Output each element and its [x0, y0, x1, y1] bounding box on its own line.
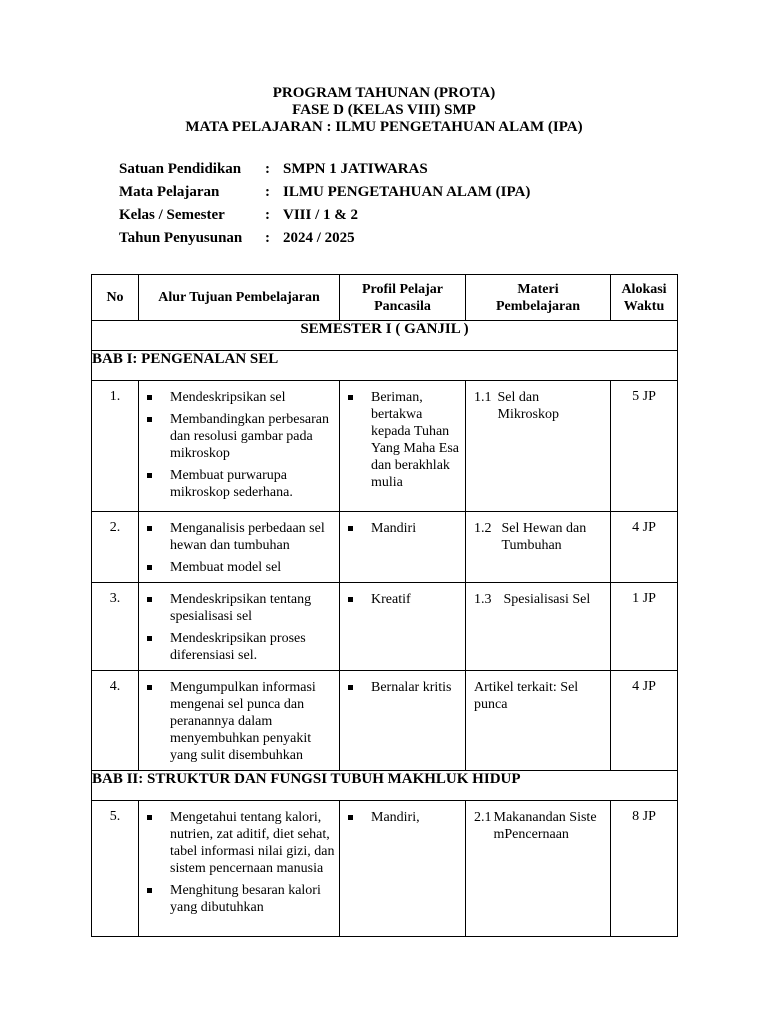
header-profil-text: Profil Pelajar Pancasila [362, 281, 443, 314]
row-no: 5. [92, 801, 139, 937]
row-alokasi: 4 JP [611, 671, 678, 771]
row-alokasi: 5 JP [611, 381, 678, 512]
row-materi [466, 801, 611, 937]
row-materi [466, 671, 611, 771]
info-row-satuan [119, 158, 530, 181]
chapter-row [92, 771, 678, 801]
profil-item: Kreatif [346, 591, 461, 608]
info-value: VIII / 1 & 2 [283, 207, 359, 223]
row-no: 1. [92, 381, 139, 512]
chapter-label: BAB II: STRUKTUR DAN FUNGSI TUBUH MAKHLUK HIDUP [92, 771, 678, 801]
atp-item: Menghitung besaran kalori yang dibutuhkan [145, 882, 335, 916]
profil-item: Mandiri, [346, 809, 461, 826]
info-row-mapel [119, 181, 530, 204]
title-mapel: MATA PELAJARAN : ILMU PENGETAHUAN ALAM (IPA) [185, 119, 583, 135]
row-profil [340, 381, 466, 512]
row-alokasi: 8 JP [611, 801, 678, 937]
identity-info [119, 158, 530, 250]
atp-item: Mendeskripsikan tentang spesialisasi sel [145, 591, 335, 625]
semester-row [92, 321, 678, 351]
table-header-row [92, 275, 678, 321]
profil-item: Bernalar kritis [346, 679, 461, 696]
chapter-row [92, 351, 678, 381]
info-value: SMPN 1 JATIWARAS [283, 161, 428, 177]
materi-text: Makanandan SistemPencernaan [493, 810, 597, 842]
header-materi [466, 275, 611, 321]
info-colon: : [265, 161, 270, 177]
materi-text: Sel Hewan dan Tumbuhan [501, 521, 587, 553]
row-materi [466, 381, 611, 512]
row-profil [340, 512, 466, 583]
materi-number: 1.1 [474, 390, 492, 405]
row-atp [139, 512, 340, 583]
prota-table [91, 274, 678, 937]
info-value: 2024 / 2025 [283, 230, 355, 246]
row-profil [340, 583, 466, 671]
materi-number: 1.3 [474, 592, 492, 607]
atp-item: Menganalisis perbedaan sel hewan dan tumbuhan [145, 520, 335, 554]
atp-item: Mendeskripsikan sel [145, 389, 335, 406]
row-profil [340, 671, 466, 771]
info-row-kelas [119, 204, 530, 227]
materi-number: 2.1 [474, 810, 492, 825]
info-value: ILMU PENGETAHUAN ALAM (IPA) [283, 184, 531, 200]
row-materi [466, 583, 611, 671]
header-alokasi-text: Alokasi Waktu [621, 281, 667, 314]
header-materi-text: Materi Pembelajaran [496, 281, 580, 314]
profil-item: Beriman, bertakwa kepada Tuhan Yang Maha Esa dan berakhlak mulia [346, 389, 461, 491]
table-row [92, 671, 678, 771]
row-atp [139, 801, 340, 937]
table-row [92, 583, 678, 671]
row-no: 2. [92, 512, 139, 583]
materi-number: 1.2 [474, 521, 492, 536]
chapter-label: BAB I: PENGENALAN SEL [92, 351, 678, 381]
table-row [92, 801, 678, 937]
info-colon: : [265, 184, 270, 200]
header-profil [340, 275, 466, 321]
row-alokasi: 1 JP [611, 583, 678, 671]
row-atp [139, 381, 340, 512]
atp-item: Membuat purwarupa mikroskop sederhana. [145, 467, 335, 501]
info-colon: : [265, 207, 270, 223]
row-atp [139, 583, 340, 671]
semester-label: SEMESTER I ( GANJIL ) [92, 321, 678, 351]
row-atp [139, 671, 340, 771]
info-label: Satuan Pendidikan [119, 161, 242, 177]
header-alokasi [611, 275, 678, 321]
materi-text: Sel dan Mikroskop [497, 390, 559, 422]
info-label: Kelas / Semester [119, 207, 225, 223]
row-materi [466, 512, 611, 583]
atp-item: Mengetahui tentang kalori, nutrien, zat aditif, diet sehat, tabel informasi nilai gizi, dan sistem pencernaan manusia [145, 809, 335, 877]
row-no: 3. [92, 583, 139, 671]
materi-text: Artikel terkait: Sel punca [474, 680, 579, 712]
title-fase: FASE D (KELAS VIII) SMP [292, 102, 476, 118]
header-atp: Alur Tujuan Pembelajaran [139, 275, 340, 321]
title-prota: PROGRAM TAHUNAN (PROTA) [272, 85, 496, 101]
info-colon: : [265, 230, 270, 246]
atp-item: Mengumpulkan informasi mengenai sel punca dan peranannya dalam menyembuhkan penyakit yang sulit disembuhkan [145, 679, 335, 764]
info-label: Mata Pelajaran [119, 184, 220, 200]
atp-item: Membuat model sel [145, 559, 335, 576]
atp-item: Membandingkan perbesaran dan resolusi gambar pada mikroskop [145, 411, 335, 462]
row-alokasi: 4 JP [611, 512, 678, 583]
info-label: Tahun Penyusunan [119, 230, 243, 246]
table-row [92, 512, 678, 583]
info-row-tahun [119, 227, 530, 250]
header-no: No [92, 275, 139, 321]
atp-item: Mendeskripsikan proses diferensiasi sel. [145, 630, 335, 664]
profil-item: Mandiri [346, 520, 461, 537]
row-no: 4. [92, 671, 139, 771]
materi-text: Spesialisasi Sel [503, 592, 591, 607]
table-row [92, 381, 678, 512]
row-profil [340, 801, 466, 937]
document-title-block [0, 85, 768, 136]
